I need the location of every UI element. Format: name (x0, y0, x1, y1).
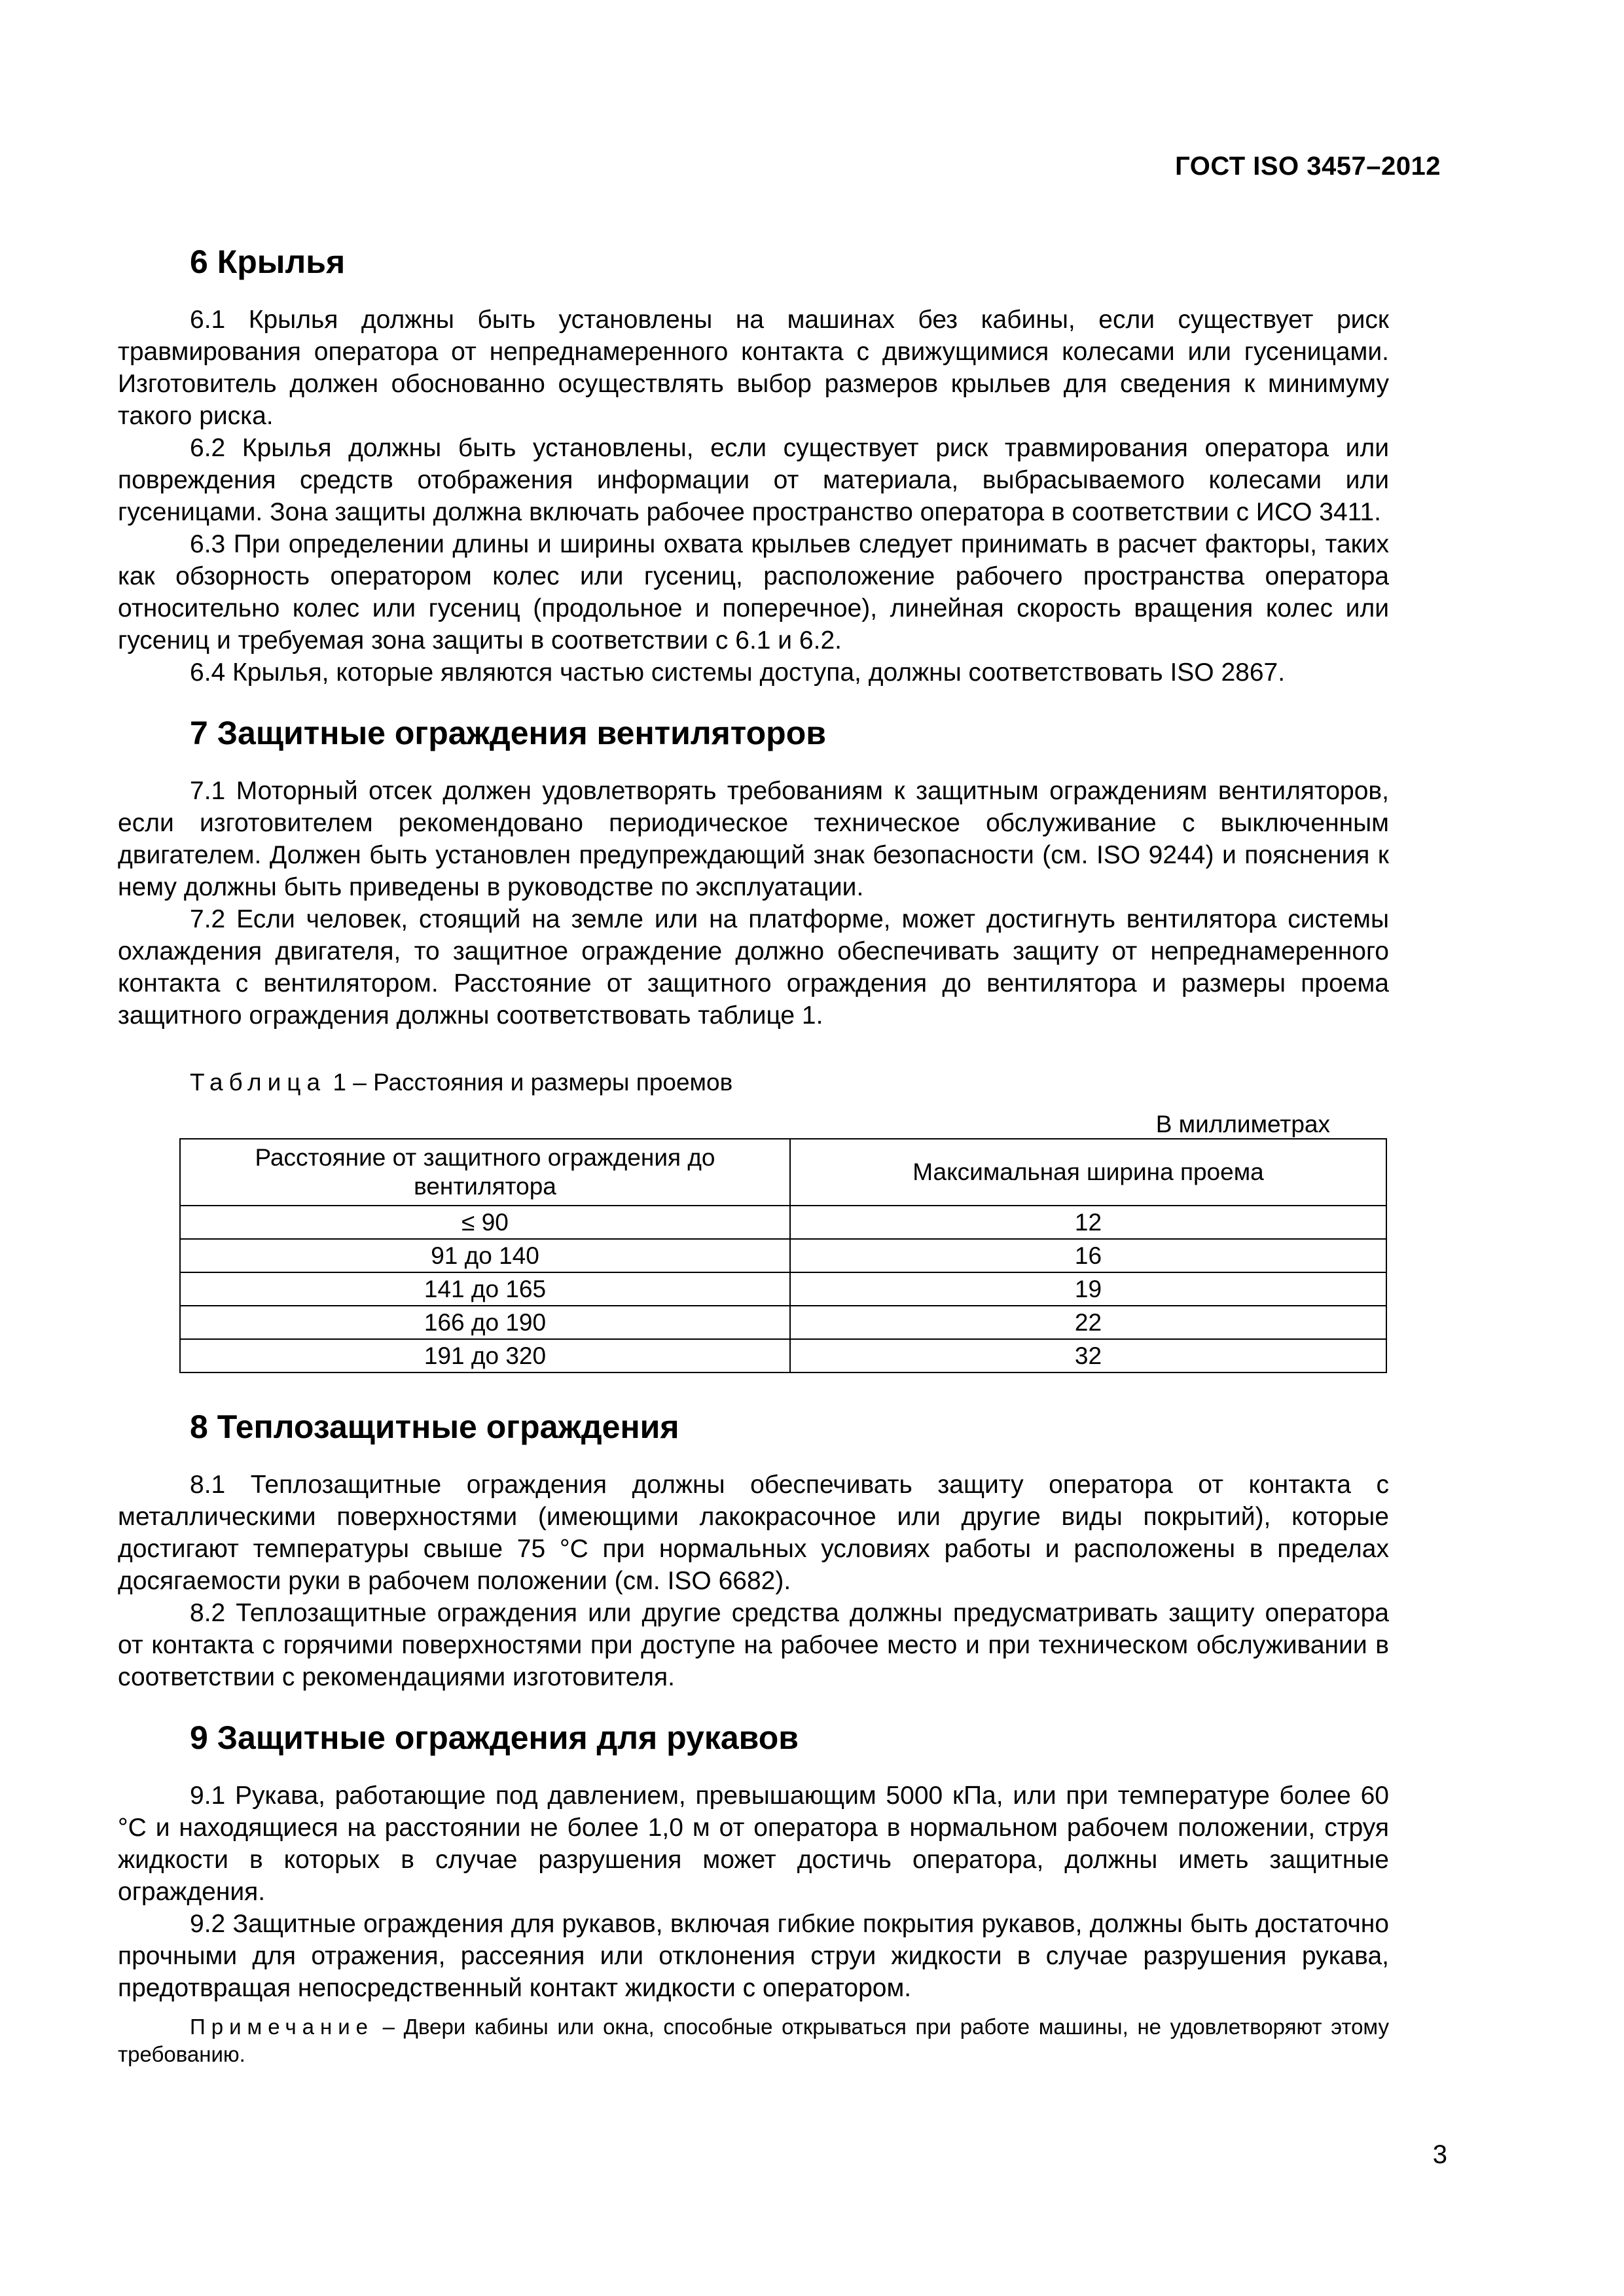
section-heading: 8 Теплозащитные ограждения (190, 1408, 679, 1446)
table-caption-label: Таблица (190, 1069, 327, 1096)
paragraph: 6.4 Крылья, которые являются частью системы доступа, должны соответствовать ISO 2867. (190, 658, 1286, 687)
section-heading: 6 Крылья (190, 243, 346, 280)
table-row (180, 1206, 1386, 1239)
section-6 (118, 242, 1389, 689)
section-heading: 9 Защитные ограждения для рукавов (190, 1719, 799, 1757)
paragraph: 6.3 При определении длины и ширины охвата крыльев следует принимать в расчет факторы, таких как обзорность оператором колес или гусениц, расположение рабочего пространства оператора относительно колес или гусениц (продольное и поперечное), линейная скорость вращения колес или гусениц и требуемая зона защиты в соответствии с 6.1 и 6.2. (118, 530, 1389, 655)
cell-distance: ≤ 90 (180, 1206, 790, 1239)
cell-distance: 141 до 165 (180, 1272, 790, 1306)
cell-width: 22 (790, 1306, 1386, 1339)
page-number: 3 (1432, 2140, 1447, 2169)
header-distance: Расстояние от защитного ограждения до вентилятора (180, 1139, 790, 1206)
cell-width: 32 (790, 1339, 1386, 1372)
table-row (180, 1306, 1386, 1339)
table-row (180, 1272, 1386, 1306)
section-8 (118, 1407, 1389, 1693)
cell-distance: 166 до 190 (180, 1306, 790, 1339)
table-caption-text: 1 – Расстояния и размеры проемов (326, 1069, 733, 1096)
section-heading: 7 Защитные ограждения вентиляторов (190, 715, 826, 751)
cell-width: 16 (790, 1239, 1386, 1272)
paragraph: 9.1 Рукава, работающие под давлением, превышающим 5000 кПа, или при температуре более 60 °С и находящиеся на расстоянии не более 1,0 м от оператора в нормальном рабочем положении, струя жидкости в которых в случае разрушения может достичь оператора, должны иметь защитные ограждения. (118, 1782, 1389, 1907)
table-units: В миллиметрах (1155, 1111, 1330, 1138)
cell-width: 19 (790, 1272, 1386, 1306)
table-header-row (180, 1139, 1386, 1206)
distances-table (179, 1138, 1387, 1373)
header-opening-width: Максимальная ширина проема (790, 1139, 1386, 1206)
table-row (180, 1339, 1386, 1372)
page-content (118, 242, 1389, 2068)
paragraph: 7.1 Моторный отсек должен удовлетворять требованиям к защитным ограждениям вентиляторов, если изготовителем рекомендовано периодическое техническое обслуживание с выключенным двигателем. Должен быть установлен предупреждающий знак безопасности (см. ISO 9244) и пояснения к нему должны быть приведены в руководстве по эксплуатации. (118, 777, 1389, 901)
section-9 (118, 1718, 1389, 2068)
paragraph: 8.2 Теплозащитные ограждения или другие средства должны предусматривать защиту оператора от контакта с горячими поверхностями при доступе на рабочее место и при техническом обслуживании в соответствии с рекомендациями изготовителя. (118, 1599, 1389, 1692)
note-label: Примечание (190, 2015, 374, 2039)
table-row (180, 1239, 1386, 1272)
section-7 (118, 713, 1389, 1373)
standard-designation: ГОСТ ISO 3457–2012 (1175, 152, 1441, 181)
paragraph: 8.1 Теплозащитные ограждения должны обеспечивать защиту оператора от контакта с металлическими поверхностями (имеющими лакокрасочное или другие виды покрытий), которые достигают температуры свыше 75 °С при нормальных условиях работы и расположены в пределах досягаемости руки в рабочем положении (см. ISO 6682). (118, 1471, 1389, 1596)
cell-width: 12 (790, 1206, 1386, 1239)
cell-distance: 191 до 320 (180, 1339, 790, 1372)
paragraph: 6.1 Крылья должны быть установлены на машинах без кабины, если существует риск травмирования оператора от непреднамеренного контакта с движущимися колесами или гусеницами. Изготовитель должен обоснованно осуществлять выбор размеров крыльев для сведения к минимуму такого риска. (118, 306, 1389, 430)
table-caption (190, 1068, 1389, 1097)
paragraph: 6.2 Крылья должны быть установлены, если существует риск травмирования оператора или повреждения средств отображения информации от материала, выбрасываемого колесами или гусеницами. Зона защиты должна включать рабочее пространство оператора в соответствии с ИСО 3411. (118, 434, 1389, 526)
note (118, 2013, 1389, 2068)
paragraph: 9.2 Защитные ограждения для рукавов, включая гибкие покрытия рукавов, должны быть достаточно прочными для отражения, рассеяния или отклонения струи жидкости в случае разрушения рукава, предотвращая непосредственный контакт жидкости с оператором. (118, 1910, 1389, 2003)
cell-distance: 91 до 140 (180, 1239, 790, 1272)
note-text: – Двери кабины или окна, способные открываться при работе машины, не удовлетворяют этому требованию. (118, 2015, 1389, 2067)
paragraph: 7.2 Если человек, стоящий на земле или на платформе, может достигнуть вентилятора системы охлаждения двигателя, то защитное ограждение должно обеспечивать защиту от непреднамеренного контакта с вентилятором. Расстояние от защитного ограждения до вентилятора и размеры проема защитного ограждения должны соответствовать таблице 1. (118, 905, 1389, 1030)
